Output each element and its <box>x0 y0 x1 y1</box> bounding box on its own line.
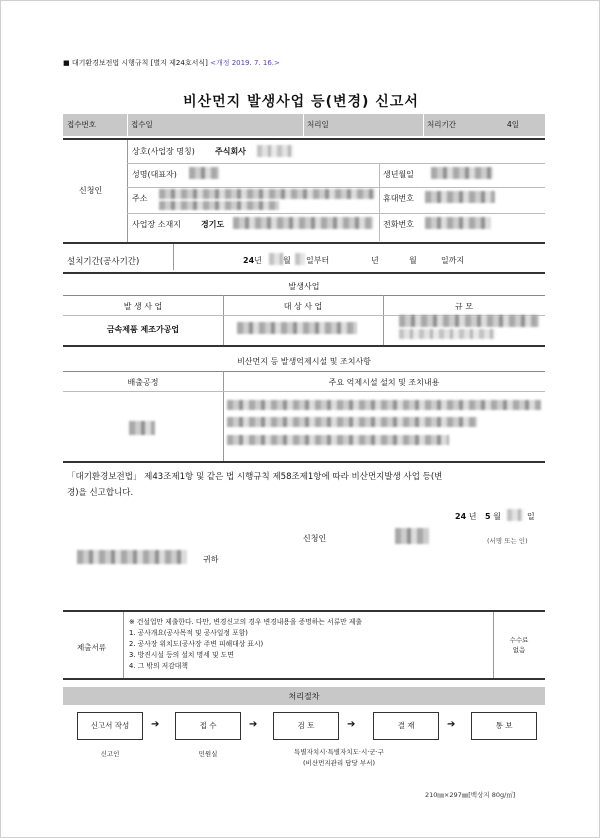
procedure-title: 처리절차 <box>288 692 320 701</box>
business-value: 금속제품 제조가공업 <box>106 325 180 334</box>
date-day-unit: 일 <box>527 512 535 521</box>
revision-note: <개정 2019. 7. 16.> <box>210 59 280 67</box>
install-period-label: 설치기간(공사기간) <box>67 257 140 267</box>
arrow-icon: ➔ <box>249 719 258 730</box>
redacted-company <box>257 145 293 157</box>
statement-text <box>67 469 442 501</box>
address-label: 주소 <box>132 194 148 203</box>
paper-spec: 210㎜×297㎜[백상지 80g/㎡] <box>425 791 516 799</box>
install-period-from <box>243 255 262 266</box>
receipt-no-label: 접수번호 <box>67 120 96 129</box>
redacted-address-2 <box>159 201 279 210</box>
redacted-month-from <box>269 253 283 265</box>
install-day-from: 일부터 <box>306 256 330 265</box>
fee-cell <box>493 635 545 655</box>
sign-note: (서명 또는 인) <box>487 537 528 545</box>
arrow-icon: ➔ <box>447 719 456 730</box>
process-period-value: 4일 <box>507 120 520 129</box>
form-reference <box>63 58 280 68</box>
step-notify: 통 보 <box>471 712 537 740</box>
birthdate-label: 생년월일 <box>383 170 414 179</box>
col-measures: 주요 억제시설 설치 및 조치내용 <box>328 378 440 387</box>
redacted-scale-2 <box>399 329 495 339</box>
install-month-unit: 월 <box>283 256 291 265</box>
redacted-address-1 <box>159 189 375 199</box>
step-review: 검 토 <box>273 712 339 740</box>
redacted-signer <box>395 528 429 544</box>
documents-note: ※ 건설업만 제출한다. 다만, 변경신고의 경우 변경내용을 증명하는 서류만 제출 <box>129 618 362 626</box>
fee-value: 없음 <box>512 646 526 654</box>
redacted-day <box>507 509 523 521</box>
date-year: 24 <box>455 512 467 521</box>
representative-label: 성명(대표자) <box>132 170 177 179</box>
redacted-site <box>233 217 373 229</box>
process-date-label: 처리일 <box>307 120 329 129</box>
redacted-birthdate <box>431 167 493 179</box>
actor-applicant: 신고인 <box>100 750 120 758</box>
step-receive: 접 수 <box>175 712 241 740</box>
arrow-icon: ➔ <box>151 719 160 730</box>
form-title: 비산먼지 발생사업 등(변경) 신고서 <box>183 94 419 110</box>
redacted-recipient <box>77 550 187 564</box>
col-process: 배출공정 <box>127 378 159 387</box>
install-day-to: 일까지 <box>441 256 465 265</box>
redacted-measures-3 <box>227 435 449 445</box>
actor-civil-office: 민원실 <box>198 750 218 758</box>
statement-line-2: 경)을 신고합니다. <box>67 488 134 498</box>
redacted-process <box>129 421 155 435</box>
redacted-target <box>237 322 357 334</box>
redacted-day-from <box>295 253 305 265</box>
fee-label: 수수료 <box>509 636 529 644</box>
redacted-measures-2 <box>227 417 477 427</box>
col-scale: 규 모 <box>455 302 473 311</box>
step-approve: 결 재 <box>373 712 439 740</box>
date-month: 5 <box>484 512 491 521</box>
install-year-unit: 년 <box>254 256 262 265</box>
install-month-to-unit: 월 <box>409 256 417 265</box>
applicant-section-label: 신청인 <box>79 186 103 195</box>
form-reference-text: ■ 대기환경보전법 시행규칙 [별지 제24호서식] <box>63 59 208 67</box>
authority-line-2: (비산먼지관리 담당 부서) <box>303 759 375 767</box>
install-year-to-unit: 년 <box>371 256 379 265</box>
documents-list <box>129 617 362 672</box>
facilities-section-title: 비산먼지 등 발생억제시설 및 조치사항 <box>237 357 371 366</box>
phone-label: 전화번호 <box>383 220 414 229</box>
company-label: 상호(사업장 명칭) <box>132 147 195 156</box>
step-write: 신고서 작성 <box>77 712 143 740</box>
redacted-mobile <box>425 191 495 203</box>
date-month-unit: 월 <box>493 512 501 521</box>
site-value: 경기도 <box>201 220 225 229</box>
documents-label: 제출서류 <box>77 643 106 652</box>
recipient-suffix: 귀하 <box>203 555 219 564</box>
date-year-unit: 년 <box>468 512 477 521</box>
document-item: 4. 그 밖의 저감대책 <box>129 662 188 670</box>
col-target: 대 상 사 업 <box>283 302 323 311</box>
install-year-from: 24 <box>243 256 255 265</box>
arrow-icon: ➔ <box>347 719 356 730</box>
redacted-scale-1 <box>399 315 539 327</box>
signer-label: 신청인 <box>303 534 327 543</box>
business-section-title: 발생사업 <box>288 282 320 291</box>
statement-date <box>455 511 501 522</box>
actor-authority <box>241 747 437 769</box>
document-item: 1. 공사개요(공사목적 및 공사일정 포함) <box>129 629 248 637</box>
redacted-phone <box>425 217 491 229</box>
site-label: 사업장 소재지 <box>132 220 181 229</box>
redacted-measures-1 <box>227 400 541 410</box>
document-item: 2. 공사장 위치도(공사장 주변 피해대상 표시) <box>129 640 264 648</box>
process-period-label: 처리기간 <box>427 120 456 129</box>
col-business: 발 생 사 업 <box>123 302 163 311</box>
receipt-date-label: 접수일 <box>131 120 153 129</box>
mobile-label: 휴대번호 <box>383 194 414 203</box>
company-value: 주식회사 <box>215 147 246 156</box>
authority-line-1: 특별자치시·특별자치도·시·군·구 <box>294 748 384 756</box>
document-item: 3. 방진시설 등의 설치 명세 및 도면 <box>129 651 234 659</box>
statement-line-1: 「대기환경보전법」 제43조제1항 및 같은 법 시행규칙 제58조제1항에 따라 비산먼지발생 사업 등(변 <box>67 472 443 482</box>
redacted-name <box>189 167 219 179</box>
